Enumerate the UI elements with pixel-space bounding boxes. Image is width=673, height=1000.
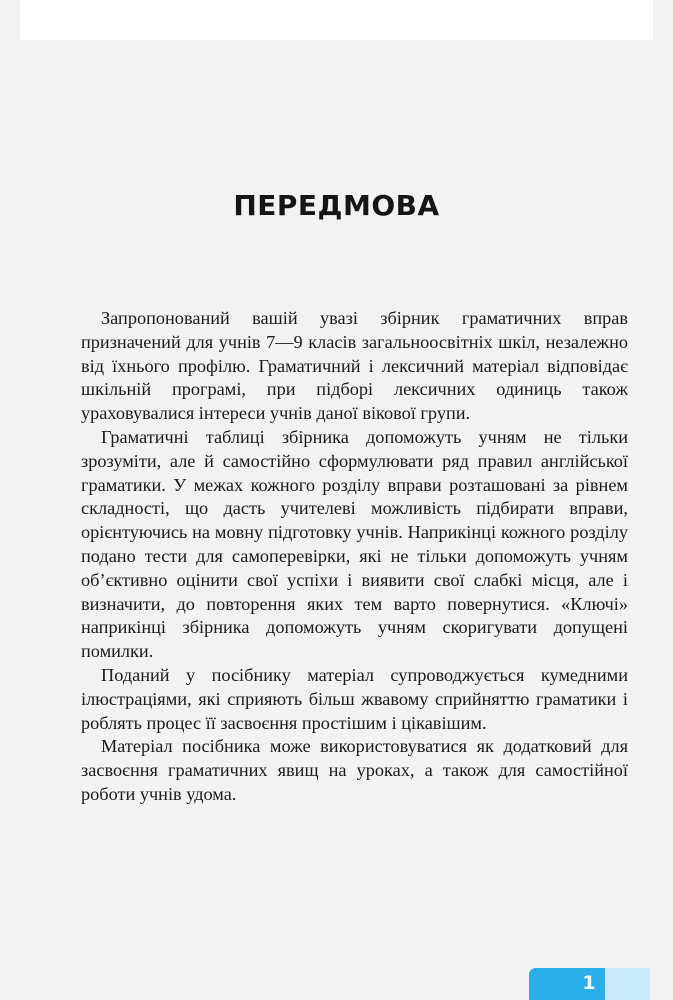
- page-tab-light-segment: [605, 968, 650, 1000]
- page-number: 1: [582, 972, 596, 994]
- paragraph-1: Запропонований вашій увазі збірник граматичних вправ призначений для учнів 7—9 класів загальноосвітніх шкіл, незалежно від їхнього профілю. Граматичний і лексичний матеріал відповідає шкільній програмі, при підборі лексичних одиниць також ураховувалися інтереси учнів даної вікової групи.: [81, 308, 628, 424]
- preface-body: [81, 307, 628, 807]
- top-margin-band: [20, 0, 653, 40]
- paragraph-4: Матеріал посібника може використовуватися як додатковий для засвоєння граматичних явищ на уроках, а також для самостійної роботи учнів удома.: [81, 736, 628, 804]
- page-title: ПЕРЕДМОВА: [233, 188, 440, 222]
- paragraph-3: Поданий у посібнику матеріал супроводжується кумедними ілюстраціями, які сприяють більш жвавому сприйняттю граматики і роблять процес її засвоєння простішим і цікавішим.: [81, 664, 628, 733]
- paragraph-2: Граматичні таблиці збірника допоможуть учням не тільки зрозуміти, але й самостійно сформулювати ряд правил англійської граматики. У межах кожного розділу вправи розташовані за рівнем складності, що дасть учителеві можливість підбирати вправи, орієнтуючись на мовну підготовку учнів. Наприкінці кожного розділу подано тести для самоперевірки, які не тільки допоможуть учням об’єктивно оцінити свої успіхи і виявити свої слабкі місця, але і визначити, до повторення яких тем варто повернутися. «Ключі» наприкінці збірника допоможуть учням скоригувати допущені помилки.: [81, 426, 628, 662]
